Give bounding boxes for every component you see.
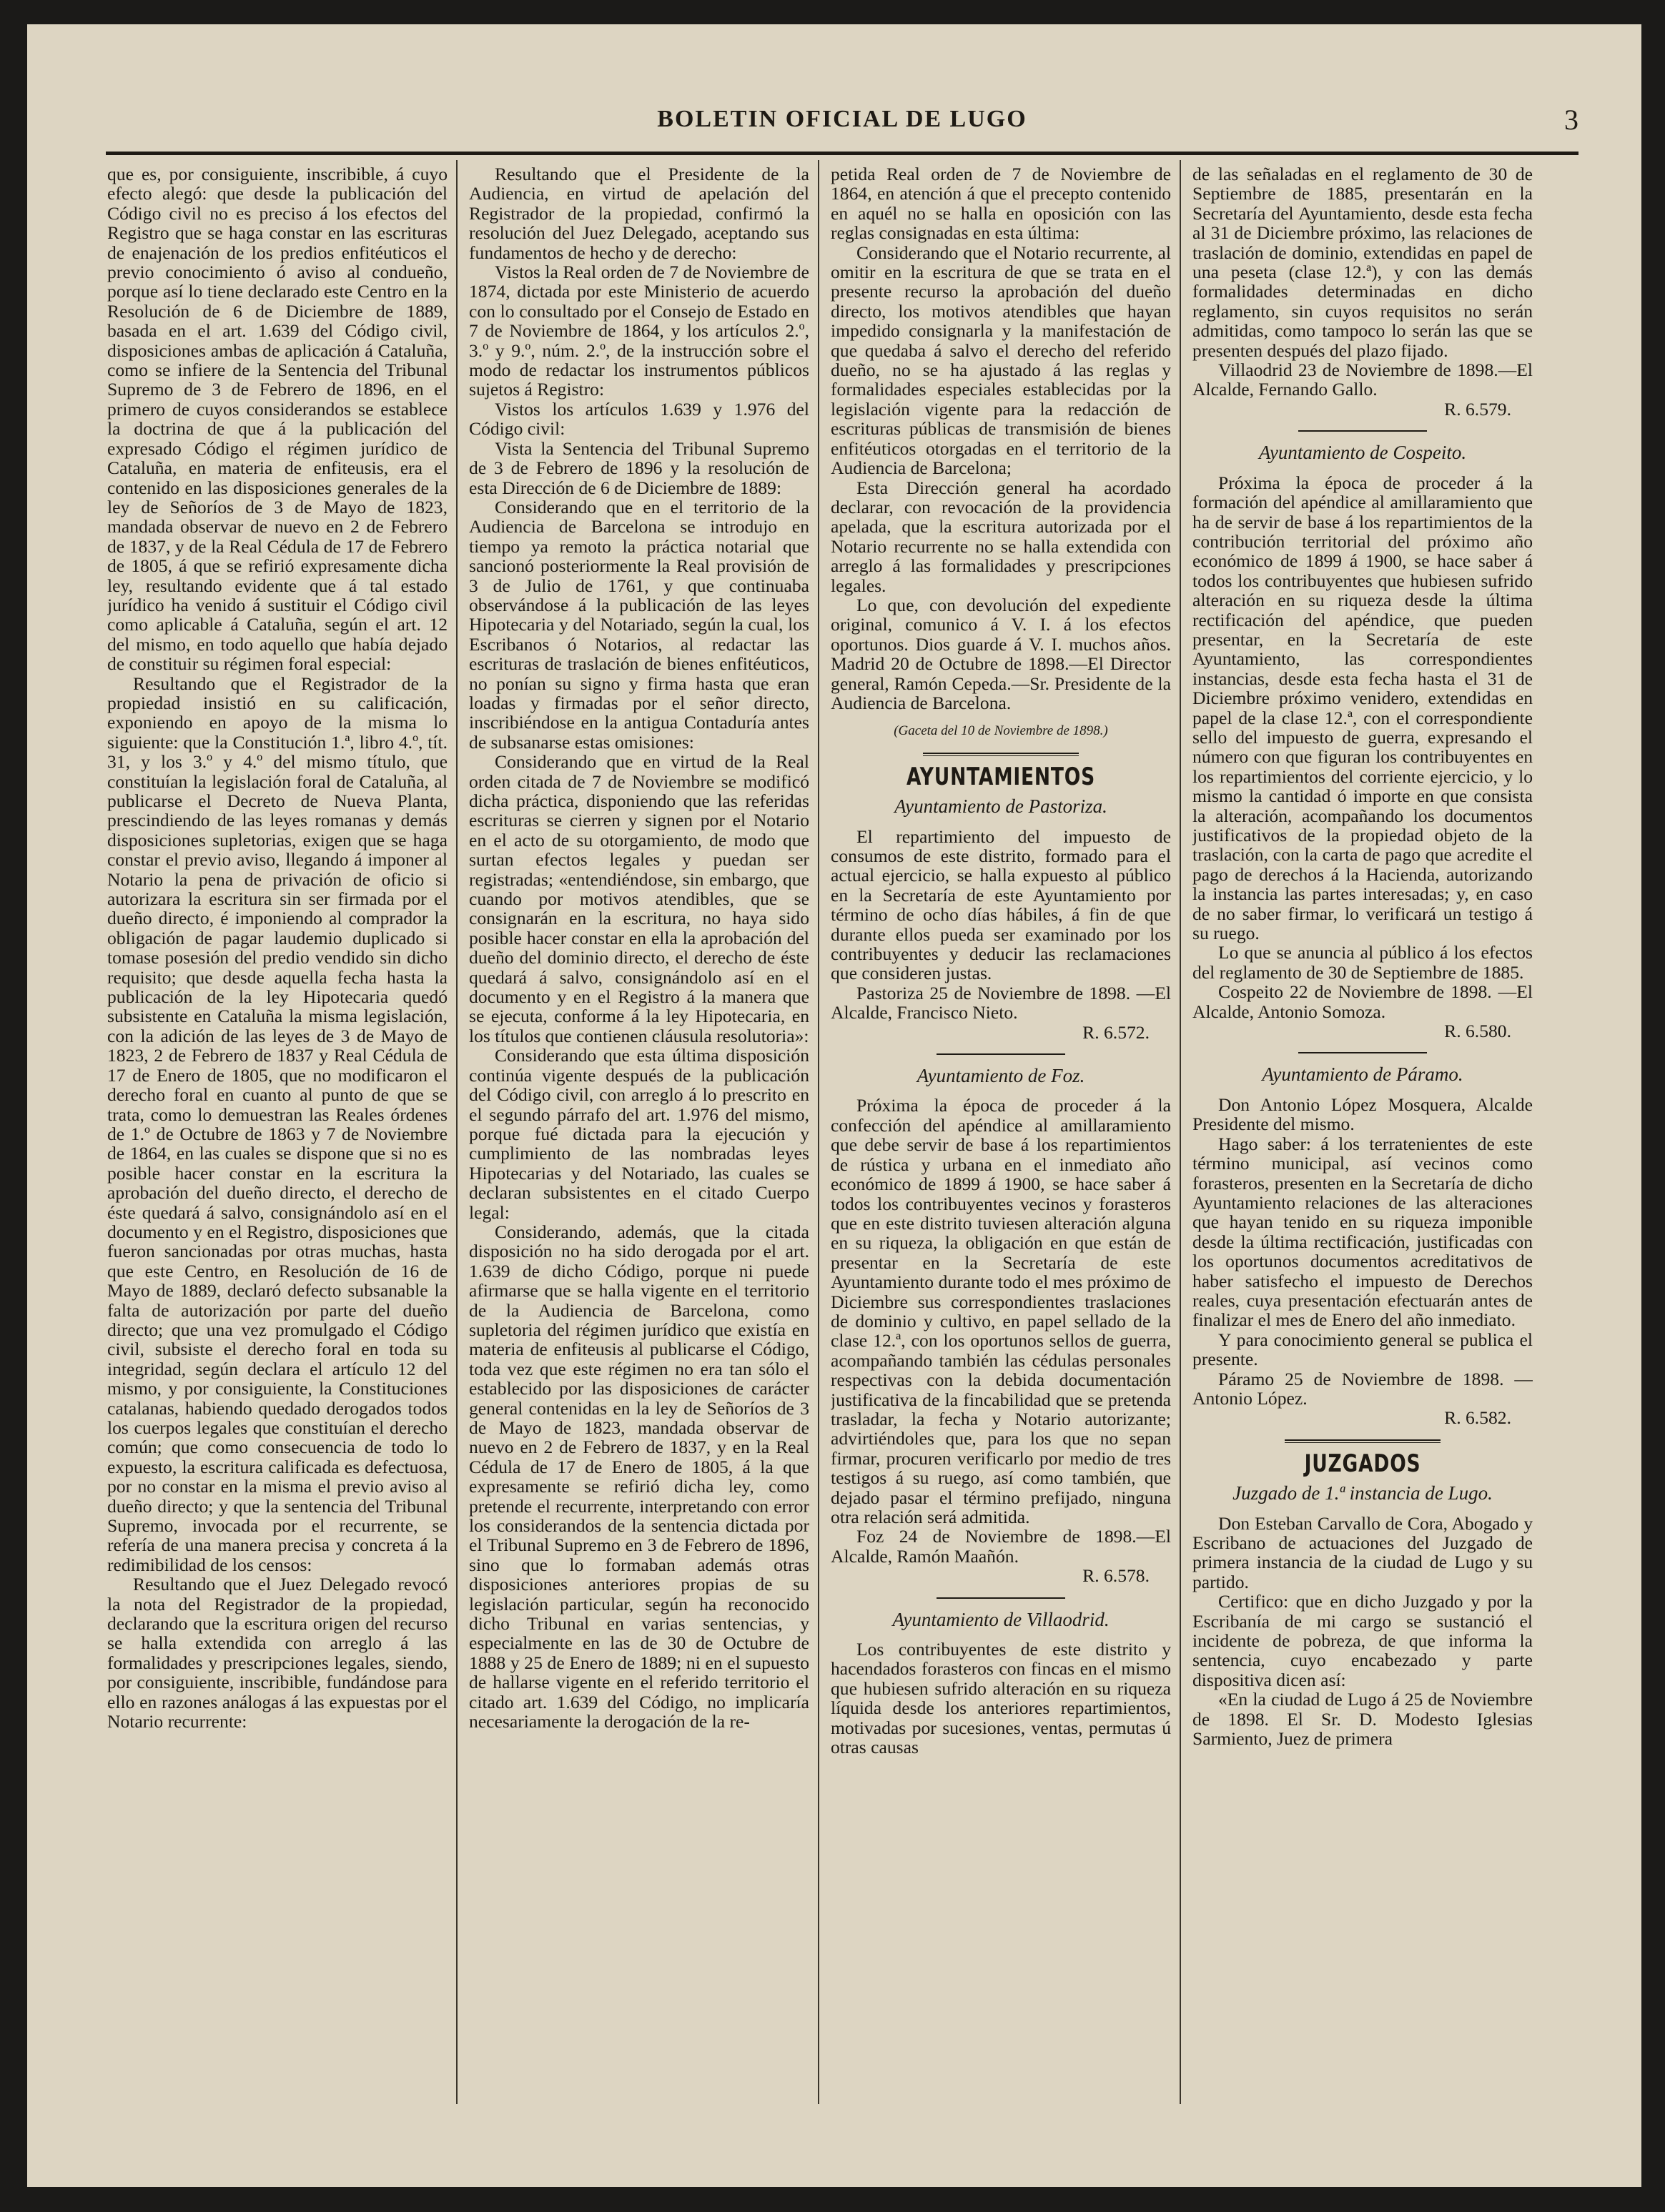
column-2 [469, 164, 809, 2094]
paragraph: Considerando que el Notario recurrente, al omitir en la escritura de que se trata en el presente recurso la aprobación del dueño directo, los motivos atendibles que hayan impedido consignarla y la manifestación de que quedaba á salvo el derecho del referido dueño, no se ha ajustado á las reglas y formalidades especiales establecidas por la legislación vigente para la redacción de escrituras públicas de transmisión de bienes enfitéuticos otorgadas en el territorio de la Audiencia de Barcelona; [831, 242, 1171, 479]
notice-heading: Ayuntamiento de Villaodrid. [892, 1608, 1110, 1630]
notice-heading: Juzgado de 1.ª instancia de Lugo. [1232, 1482, 1493, 1504]
notice-closing: Foz 24 de Noviembre de 1898.—El Alcalde, Ramón Maañón. [831, 1526, 1171, 1567]
paragraph: Hago saber: á los terratenientes de este término municipal, así vecinos como forasteros, presenten en la Secretaría de dicho Ayuntamiento relaciones de las alteraciones que hayan tenido en su riqueza imponible desde la última rectificación, justificadas con los oportunos documentos acreditativos de haber satisfecho el impuesto de Derechos reales, cuya presentación efectuarán antes de finalizar el mes de Enero del año inmediato. [1192, 1133, 1533, 1331]
paragraph: Resultando que el Juez Delegado revocó la nota del Registrador de la propiedad, declarando que la escritura origen del recurso se halla extendida con arreglo á las formalidades y prescripciones legales, siendo, por consiguiente, inscribible, fundándose para ello en razones análogas á las expuestas por el Notario recurrente: [107, 1574, 448, 1732]
paragraph: Don Antonio López Mosquera, Alcalde Presidente del mismo. [1192, 1093, 1533, 1135]
paragraph: Considerando que en virtud de la Real orden citada de 7 de Noviembre se modificó dicha práctica, disponiendo que las referidas escrituras se cierren y signen por el Notario en el acto de su otorgamiento, de modo que surtan efectos legales y puedan ser registradas; «entendiéndose, sin embargo, que cuando por motivos atendibles, que se consignarán en la escritura, no haya sido posible hacer constar en ella la aprobación del dueño del dominio directo, el derecho de éste quedará á salvo, consignándolo así en el documento y en el Registro á la manera que se ejecuta, conforme á la ley Hipotecaria, en los títulos que contienen cláusula resolutoria»: [469, 751, 809, 1046]
paragraph: Don Esteban Carvallo de Cora, Abogado y Escribano de actuaciones del Juzgado de primera instancia de la ciudad de Lugo y su partido. [1192, 1512, 1533, 1592]
paragraph: de las señaladas en el reglamento de 30 de Septiembre de 1885, presentarán en la Secretaría del Ayuntamiento, desde esta fecha al 31 de Diciembre próximo, las relaciones de traslación de dominio, extendidas en papel de una peseta (clase 12.ª), y con las demás formalidades determinadas en dicho reglamento, sin cuyos requisitos no serán admitidas, como tampoco lo serán las que se presenten después del plazo fijado. [1192, 164, 1533, 361]
paragraph: Resultando que el Presidente de la Audiencia, en virtud de apelación del Registrador de la propiedad, confirmó la resolución del Juez Delegado, aceptando sus fundamentos de hecho y de derecho: [469, 164, 809, 263]
publication-title: BOLETIN OFICIAL DE LUGO [657, 106, 1027, 132]
paragraph: Vistos los artículos 1.639 y 1.976 del Código civil: [469, 398, 809, 440]
paragraph: Próxima la época de proceder á la confección del apéndice al amillaramiento que debe servir de base á los repartimientos de rústica y urbana en el inmediato año económico de 1899 á 1900, se hace saber á todos los contribuyentes vecinos y forasteros que en este distrito tuviesen alteración alguna en su riqueza, la obligación en que están de presentar en la Secretaría de este Ayuntamiento durante todo el mes próximo de Diciembre sus correspondientes traslaciones de dominio y cultivo, en papel sellado de la clase 12.ª, con los oportunos sellos de guerra, acompañando también las cédulas personales respectivas con la debida documentación justificativa de la fincabilidad que se pretenda trasladar, la fecha y Notario autorizante; advirtiéndoles que, para los que no sepan firmar, procuren verificarlo por medio de tres testigos á su ruego, así como también, que dejado pasar el término prefijado, ninguna otra relación será admitida. [831, 1095, 1171, 1527]
newspaper-page [27, 24, 1641, 2187]
paragraph: Certifico: que en dicho Juzgado y por la Escribanía de mi cargo se sustanció el incidente de pobreza, de que informa la sentencia, cuyo encabezado y parte dispositiva dicen así: [1192, 1591, 1533, 1690]
paragraph: Considerando que esta última disposición continúa vigente después de la publicación del Código civil, con arreglo á lo prescrito en el segundo párrafo del art. 1.976 del mismo, porque fué dictada para la ejecución y cumplimiento de las nombradas leyes Hipotecarias y del Notariado, las cuales se declaran subsistentes en el citado Cuerpo legal: [469, 1045, 809, 1223]
paragraph: Los contribuyentes de este distrito y hacendados forasteros con fincas en el mismo que hubiesen sufrido alteración en su riqueza líquida desde los anteriores repartimientos, motivadas por sucesiones, ventas, permutas ú otras causas [831, 1639, 1171, 1758]
page-number: 3 [1564, 104, 1578, 136]
header-rule [106, 152, 1578, 155]
separator-rule [1298, 430, 1428, 432]
paragraph: que es, por consiguiente, inscribible, á cuyo efecto alegó: que desde la publicación del Código civil no es preciso á los efectos del Registro que se haga constar en las escrituras de enajenación de los predios enfitéuticos el previo conocimiento ó aviso al condueño, porque así lo tiene declarado este Centro en la Resolución de 6 de Diciembre de 1889, basada en el art. 1.639 del Código civil, disposiciones ambas de aplicación á Cataluña, como se infiere de la Sentencia del Tribunal Supremo de 3 de Febrero de 1896, en el primero de cuyos considerandos se establece la doctrina de que á la publicación del expresado Código el régimen jurídico de Cataluña, en materia de enfiteusis, era el contenido en las disposiciones generales de la ley de Señoríos de 3 de Mayo de 1823, mandada observar de nuevo en 2 de Febrero de 1837, y de la Real Cédula de 17 de Febrero de 1805, á que se refirió expresamente dicha ley, resultando evidente que á tal estado jurídico ha venido á sustituir el Código civil como aplicable á Cataluña, según el art. 12 del mismo, en todo aquello que había dejado de constituir su régimen foral especial: [107, 164, 448, 675]
source-citation: (Gaceta del 10 de Noviembre de 1898.) [894, 723, 1108, 739]
separator-rule [937, 1597, 1066, 1599]
notice-reference: R. 6.580. [1444, 1021, 1511, 1042]
notice-reference: R. 6.582. [1444, 1407, 1511, 1429]
paragraph: «En la ciudad de Lugo á 25 de Noviembre de 1898. El Sr. D. Modesto Iglesias Sarmiento, Juez de primera [1192, 1689, 1533, 1750]
section-rule [1285, 1439, 1441, 1443]
column-3 [831, 164, 1171, 2094]
paragraph: Próxima la época de proceder á la formación del apéndice al amillaramiento que ha de servir de base á los repartimientos de la contribución territorial del próximo año económico de 1899 á 1900, se hace saber á todos los contribuyentes que hubiesen sufrido alteración en su riqueza desde la última rectificación del apéndice, que pueden presentar, en la Secretaría de este Ayuntamiento, las correspondientes instancias, desde esta fecha hasta el 31 de Diciembre próximo venidero, extendidas en papel de la clase 12.ª, con el correspondiente sello del impuesto de guerra, expresando el número con que figuran los contribuyentes en los repartimientos del corriente ejercicio, y lo mismo la cantidad ó importe en que consista la alteración, acompañando los documentos justificativos de la propiedad objeto de la traslación, con la carta de pago que acredite el pago de derechos á la Hacienda, autorizando la instancia las partes interesadas; y, en caso de no saber firmar, lo verificará un testigo á su ruego. [1192, 472, 1533, 944]
paragraph: Vistos la Real orden de 7 de Noviembre de 1874, dictada por este Ministerio de acuerdo con lo consultado por el Consejo de Estado en 7 de Noviembre de 1864, y los artículos 2.º, 3.º y 9.º, núm. 2.º, de la instrucción sobre el modo de redactar los instrumentos públicos sujetos á Registro: [469, 262, 809, 400]
column-4 [1192, 164, 1533, 2094]
page-header [106, 99, 1578, 149]
notice-heading: Ayuntamiento de Cospeito. [1258, 442, 1467, 464]
column-divider [456, 160, 458, 2104]
section-title: JUZGADOS [1304, 1449, 1421, 1478]
notice-heading: Ayuntamiento de Páramo. [1262, 1063, 1463, 1086]
notice-reference: R. 6.572. [1082, 1021, 1150, 1043]
column-1 [107, 164, 448, 2094]
notice-closing: Páramo 25 de Noviembre de 1898. —Antonio López. [1192, 1368, 1533, 1409]
paragraph: Lo que se anuncia al público á los efectos del reglamento de 30 de Septiembre de 1885. [1192, 942, 1533, 983]
paragraph: Considerando que en el territorio de la Audiencia de Barcelona se introdujo en tiempo ya remoto la práctica notarial que sancionó posteriormente la Real provisión de 3 de Julio de 1761, y que continuaba observándose á la publicación de las leyes Hipotecaria y del Notariado, según la cual, los Escribanos ó Notarios, al redactar las escrituras de traslación de bienes enfitéuticos, no ponían su signo y firma hasta que eran loadas y firmadas por el señor directo, inscribiéndose en la antigua Contaduría antes de subsanarse estas omisiones: [469, 496, 809, 753]
notice-closing: Pastoriza 25 de Noviembre de 1898. —El Alcalde, Francisco Nieto. [831, 982, 1171, 1023]
paragraph: Considerando, además, que la citada disposición no ha sido derogada por el art. 1.639 de dicho Código, porque ni puede afirmarse que se halla vigente en el territorio de la Audiencia de Barcelona, como supletoria del régimen jurídico que existía en materia de enfiteusis al publicarse el Código, toda vez que este régimen no era tan sólo el establecido por las disposiciones de carácter general contenidas en la ley de Señoríos de 3 de Mayo de 1823, mandada observar de nuevo en 2 de Febrero de 1837, y en la Real Cédula de 17 de Enero de 1805, á la que expresamente se refirió dicha ley, como pretende el recurrente, interpretando con error los considerandos de la sentencia dictada por el Tribunal Supremo en 3 de Febrero de 1896, sino que lo formaban además otras disposiciones anteriores propias de su legislación particular, según ha reconocido dicho Tribunal en varias sentencias, y especialmente en las de 30 de Octubre de 1888 y 25 de Enero de 1889; ni en el supuesto de hallarse vigente en el referido territorio el citado art. 1.639 del Código, no implicaría necesariamente la derogación de la re- [469, 1221, 809, 1732]
notice-closing: Villaodrid 23 de Noviembre de 1898.—El Alcalde, Fernando Gallo. [1192, 359, 1533, 400]
paragraph: Lo que, con devolución del expediente original, comunico á V. I. á los efectos oportunos. Dios guarde á V. I. muchos años. Madrid 20 de Octubre de 1898.—El Director general, Ramón Cepeda.—Sr. Presidente de la Audiencia de Barcelona. [831, 594, 1171, 713]
paragraph: El repartimiento del impuesto de consumos de este distrito, formado para el actual ejercicio, se halla expuesto al público en la Secretaría de este Ayuntamiento por término de ocho días hábiles, á fin de que durante ellos pueda ser examinado por los contribuyentes y deducir las reclamaciones que consideren justas. [831, 825, 1171, 984]
notice-closing: Cospeito 22 de Noviembre de 1898. —El Alcalde, Antonio Somoza. [1192, 981, 1533, 1022]
paragraph: petida Real orden de 7 de Noviembre de 1864, en atención á que el precepto contenido en aquél no se halla en oposición con las reglas consignadas en esta última: [831, 164, 1171, 244]
column-divider [1180, 160, 1181, 2104]
section-title: AYUNTAMIENTOS [906, 762, 1095, 791]
paragraph: Y para conocimiento general se publica el presente. [1192, 1329, 1533, 1370]
notice-heading: Ayuntamiento de Foz. [917, 1065, 1085, 1087]
column-divider [818, 160, 819, 2104]
section-rule [923, 753, 1079, 756]
notice-heading: Ayuntamiento de Pastoriza. [894, 795, 1107, 818]
notice-reference: R. 6.578. [1082, 1565, 1150, 1587]
paragraph: Resultando que el Registrador de la propiedad insistió en su calificación, exponiendo en apoyo de la misma lo siguiente: que la Constitución 1.ª, libro 4.º, tít. 31, y los 3.º y 4.º del mismo título, que constituían la legislación foral de Cataluña, al publicarse el Decreto de Nueva Planta, prescindiendo de las leyes romanas y demás disposiciones supletorias, exigen que se haga constar el previo aviso, llegando á imponer al Notario la pena de privación de oficio si autorizara la escritura sin ser firmada por el dueño directo, é imponiendo al comprador la obligación de pagar laudemio duplicado si tomase posesión del predio vendido sin dicho requisito; que desde aquella fecha hasta la publicación de la ley Hipotecaria quedó subsistente en Cataluña la misma legislación, con la adición de las leyes de 3 de Mayo de 1823, 2 de Febrero de 1837 y Real Cédula de 17 de Enero de 1805, que no modificaron el derecho foral en cuanto al punto de que se trata, como lo demuestran las Reales órdenes de 1.º de Octubre de 1863 y 7 de Noviembre de 1864, en las cuales se dispone que si no es posible hacer constar en la escritura la aprobación del dueño directo, el derecho de éste quedará á salvo, consignándolo así en el documento y en el Registro, disposiciones que fueron sancionadas por otras muchas, hasta que este Centro, en Resolución de 16 de Mayo de 1889, declaró defecto subsanable la falta de autorización por parte del dueño directo; que una vez promulgado el Código civil, subsiste el derecho foral en toda su integridad, según declara el artículo 12 del mismo, y por consiguiente, la Constituciones catalanas, habiendo quedado derogados todos los cuerpos legales que constituían el derecho común; que como consecuencia de todo lo expuesto, la escritura calificada es defectuosa, por no constar en la misma el previo aviso al dueño directo; y que la sentencia del Tribunal Supremo, invocada por el recurrente, se refería de una manera precisa y concreta á la redimibilidad de los censos: [107, 673, 448, 1575]
separator-rule [1298, 1052, 1428, 1053]
separator-rule [937, 1053, 1066, 1055]
paragraph: Esta Dirección general ha acordado declarar, con revocación de la providencia apelada, que la escritura autorizada por el Notario recurrente no se halla extendida con arreglo á las formalidades y prescripciones legales. [831, 477, 1171, 596]
paragraph: Vista la Sentencia del Tribunal Supremo de 3 de Febrero de 1896 y la resolución de esta Dirección de 6 de Diciembre de 1889: [469, 437, 809, 498]
notice-reference: R. 6.579. [1444, 398, 1511, 420]
